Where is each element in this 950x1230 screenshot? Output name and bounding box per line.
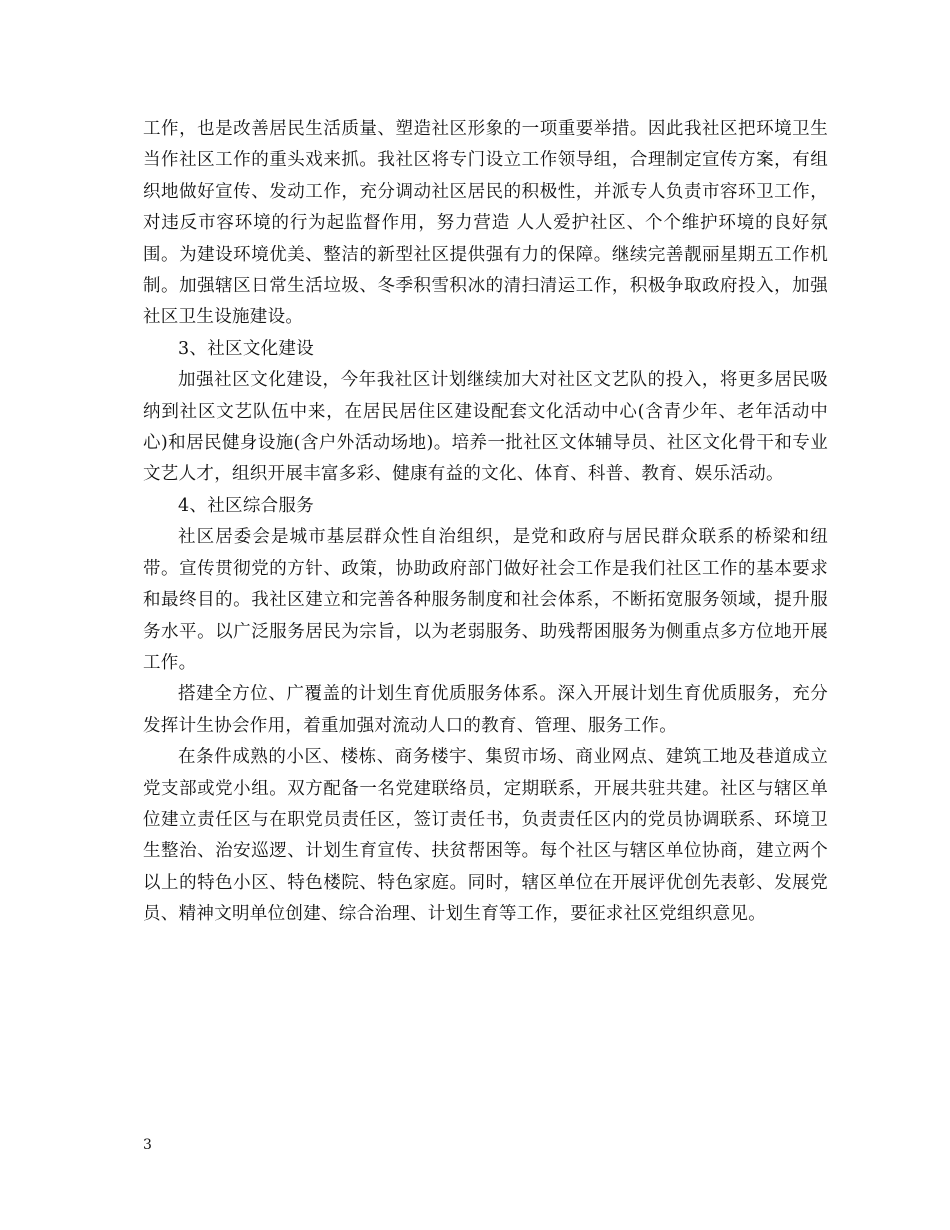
document-body <box>143 114 828 931</box>
heading-community-culture: 3、社区文化建设 <box>178 338 315 359</box>
paragraph-party-building: 在条件成熟的小区、楼栋、商务楼宇、集贸市场、商业网点、建筑工地及巷道成立党支部或党小组。双方配备一名党建联络员，定期联系，开展共驻共建。社区与辖区单位建立责任区与在职党员责任区，签订责任书，负责责任区内的党员协调联系、环境卫生整治、治安巡逻、计划生育宣传、扶贫帮困等。每个社区与辖区单位协商，建立两个以上的特色小区、特色楼院、特色家庭。同时，辖区单位在开展评优创先表彰、发展党员、精神文明单位创建、综合治理、计划生育等工作，要征求社区党组织意见。 <box>143 747 828 925</box>
paragraph-environment-continued: 工作，也是改善居民生活质量、塑造社区形象的一项重要举措。因此我社区把环境卫生当作社区工作的重头戏来抓。我社区将专门设立工作领导组，合理制定宣传方案，有组织地做好宣传、发动工作，充分调动社区居民的积极性，并派专人负责市容环卫工作，对违反市容环境的行为起监督作用，努力营造 人人爱护社区、个个维护环境的良好氛围。为建设环境优美、整洁的新型社区提供强有力的保障。继续完善靓丽星期五工作机制。加强辖区日常生活垃圾、冬季积雪积冰的清扫清运工作，积极争取政府投入，加强社区卫生设施建设。 <box>143 119 828 328</box>
paragraph-residents-committee: 社区居委会是城市基层群众性自治组织，是党和政府与居民群众联系的桥梁和纽带。宣传贯彻党的方针、政策，协助政府部门做好社会工作是我们社区工作的基本要求和最终目的。我社区建立和完善各种服务制度和社会体系，不断拓宽服务领域，提升服务水平。以广泛服务居民为宗旨，以为老弱服务、助残帮困服务为侧重点多方位地开展工作。 <box>143 527 828 673</box>
paragraph-family-planning: 搭建全方位、广覆盖的计划生育优质服务体系。深入开展计划生育优质服务，充分发挥计生协会作用，着重加强对流动人口的教育、管理、服务工作。 <box>143 684 828 736</box>
paragraph-community-culture: 加强社区文化建设，今年我社区计划继续加大对社区文艺队的投入，将更多居民吸纳到社区文艺队伍中来，在居民居住区建设配套文化活动中心(含青少年、老年活动中心)和居民健身设施(含户外活动场地)。培养一批社区文体辅导员、社区文化骨干和专业文艺人才，组织开展丰富多彩、健康有益的文化、体育、科普、教育、娱乐活动。 <box>143 370 828 485</box>
page-number: 3 <box>143 1137 152 1153</box>
heading-community-services: 4、社区综合服务 <box>178 495 315 516</box>
